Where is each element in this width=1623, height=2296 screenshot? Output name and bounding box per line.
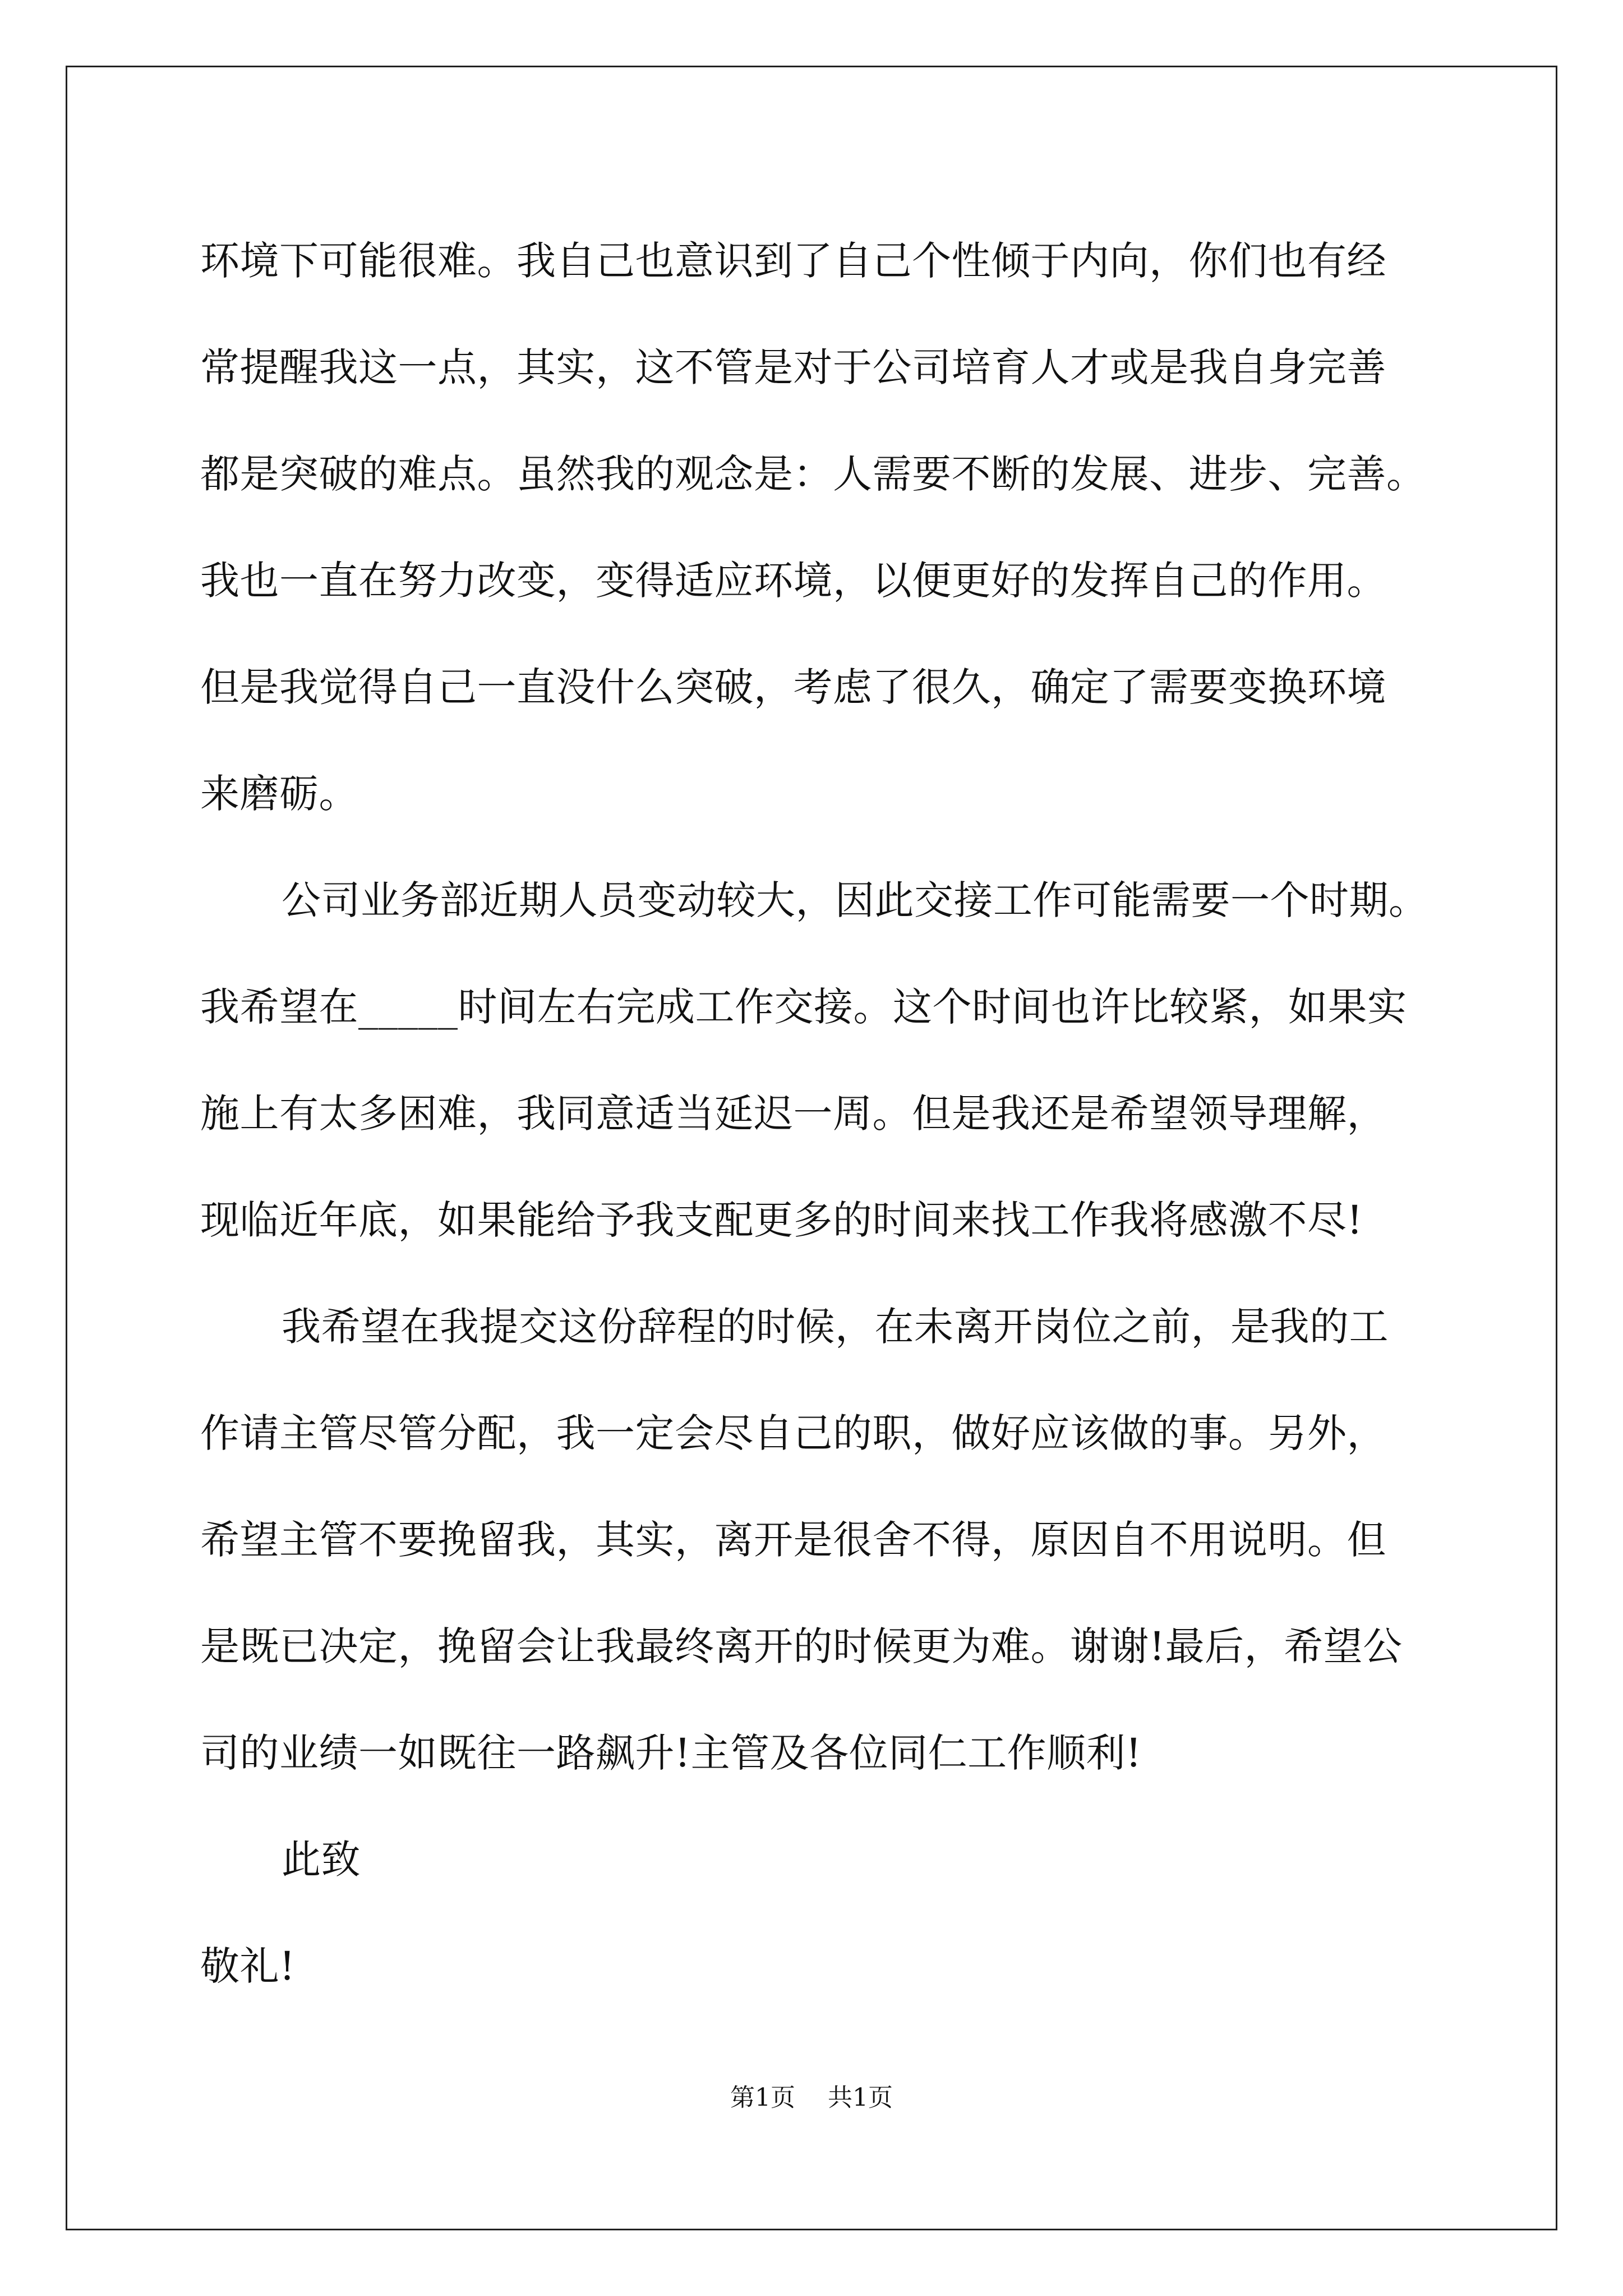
text-line: 我希望在_____时间左右完成工作交接。这个时间也许比较紧，如果实 [200,984,1407,1030]
text-line: 环境下可能很难。我自己也意识到了自己个性倾于内向，你们也有经 [200,238,1386,284]
text-line: 现临近年底，如果能给予我支配更多的时间来找工作我将感激不尽! [200,1197,1363,1243]
text-line: 来磨砺。 [200,771,358,817]
text-line: 但是我觉得自己一直没什么突破，考虑了很久，确定了需要变换环境 [200,664,1386,710]
text-line: 公司业务部近期人员变动较大，因此交接工作可能需要一个时期。 [282,877,1428,923]
salutation-text: 敬礼! [200,1943,296,1989]
text-line: 都是突破的难点。虽然我的观念是：人需要不断的发展、进步、完善。 [200,451,1426,497]
document-body [200,208,1445,2019]
text-line: 我也一直在努力改变，变得适应环境，以便更好的发挥自己的作用。 [200,558,1386,604]
page-total: 共1页 [828,2083,893,2112]
page-footer [0,2081,1623,2115]
text-line: 司的业绩一如既往一路飙升!主管及各位同仁工作顺利! [200,1730,1142,1776]
text-line: 常提醒我这一点，其实，这不管是对于公司培育人才或是我自身完善 [200,344,1386,390]
text-line: 是既已决定，挽留会让我最终离开的时候更为难。谢谢!最后，希望公 [200,1623,1403,1669]
page-number: 第1页 [730,2083,795,2112]
text-line: 我希望在我提交这份辞程的时候，在未离开岗位之前，是我的工 [282,1304,1389,1350]
text-line: 施上有太多困难，我同意适当延迟一周。但是我还是希望领导理解， [200,1091,1386,1137]
closing-text: 此致 [282,1837,361,1883]
text-line: 作请主管尽管分配，我一定会尽自己的职，做好应该做的事。另外， [200,1410,1386,1456]
text-line: 希望主管不要挽留我，其实，离开是很舍不得，原因自不用说明。但 [200,1517,1386,1563]
